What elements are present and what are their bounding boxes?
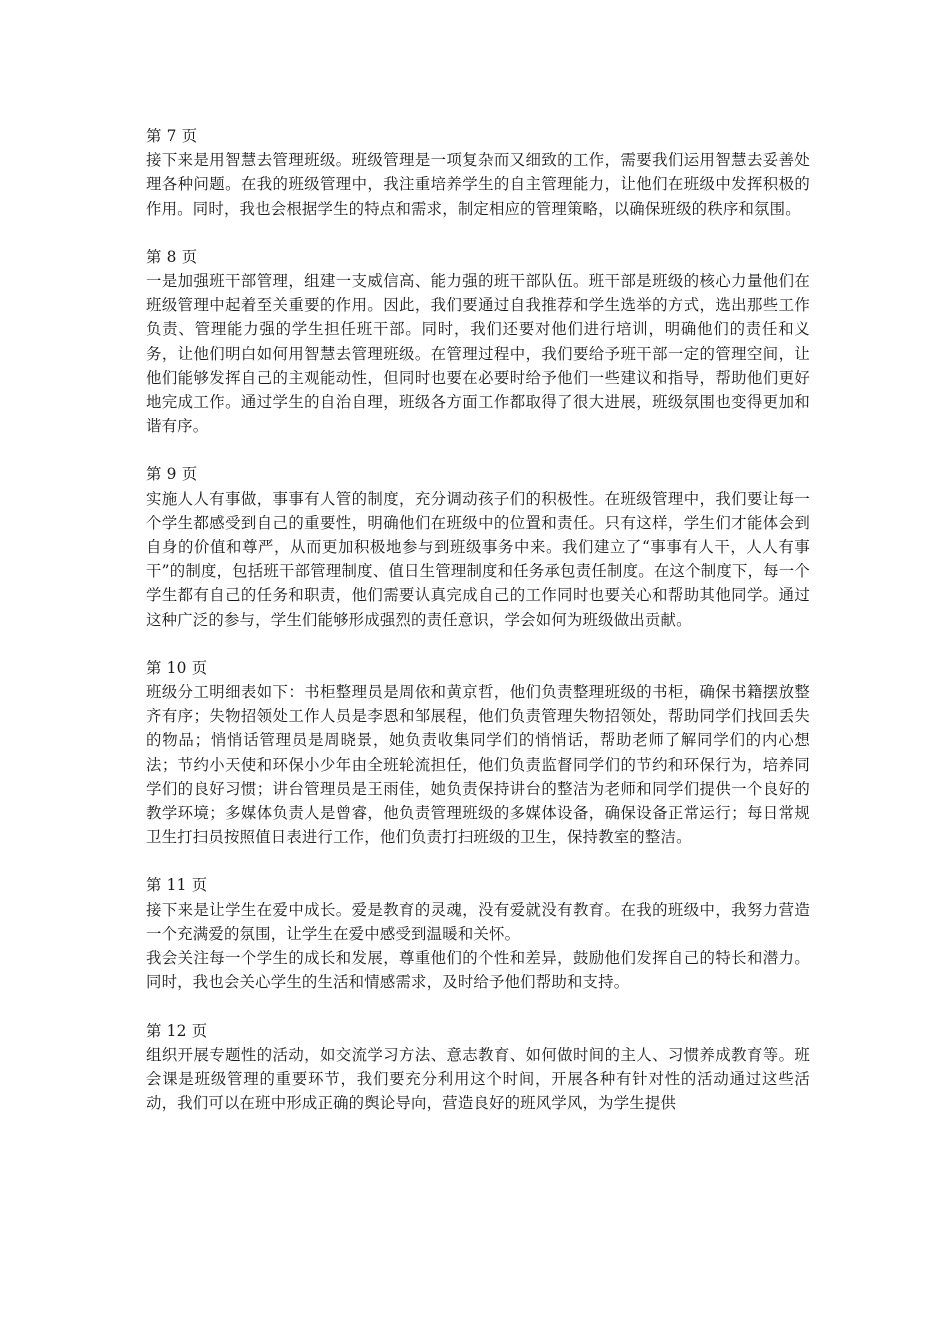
section-paragraph: 接下来是让学生在爱中成长。爱是教育的灵魂，没有爱就没有教育。在我的班级中，我努力营造一个充满爱的氛围，让学生在爱中感受到温暖和关怀。 (146, 900, 810, 943)
section-paragraph: 组织开展专题性的活动，如交流学习方法、意志教育、如何做时间的主人、习惯养成教育等。班会课是班级管理的重要环节，我们要充分利用这个时间，开展各种有针对性的活动通过这些活动，我们可以在班中形成正确的舆论导向，营造良好的班风学风，为学生提供 (146, 1045, 810, 1113)
section-page-10 (146, 656, 810, 850)
section-paragraph: 班级分工明细表如下：书柜整理员是周依和黄京哲，他们负责整理班级的书柜，确保书籍摆放整齐有序；失物招领处工作人员是李恩和邹展程，他们负责管理失物招领处，帮助同学们找回丢失的物品；悄悄话管理员是周晓景，她负责收集同学们的悄悄话，帮助老师了解同学们的内心想法；节约小天使和环保小少年由全班轮流担任，他们负责监督同学们的节约和环保行为，培养同学们的良好习惯；讲台管理员是王雨佳，她负责保持讲台的整洁为老师和同学们提供一个良好的教学环境；多媒体负责人是曾睿，他负责管理班级的多媒体设备，确保设备正常运行；每日常规卫生打扫员按照值日表进行工作，他们负责打扫班级的卫生，保持教室的整洁。 (146, 683, 810, 847)
section-page-9 (146, 462, 810, 631)
section-heading: 第 9 页 (146, 465, 198, 484)
section-page-7 (146, 124, 810, 221)
section-paragraph: 我会关注每一个学生的成长和发展，尊重他们的个性和差异，鼓励他们发挥自己的特长和潜力。同时，我也会关心学生的生活和情感需求，及时给予他们帮助和支持。 (146, 949, 810, 992)
section-paragraph: 接下来是用智慧去管理班级。班级管理是一项复杂而又细致的工作，需要我们运用智慧去妥善处理各种问题。在我的班级管理中，我注重培养学生的自主管理能力，让他们在班级中发挥积极的作用。同时，我也会根据学生的特点和需求，制定相应的管理策略，以确保班级的秩序和氛围。 (146, 151, 810, 218)
section-paragraph: 一是加强班干部管理，组建一支威信高、能力强的班干部队伍。班干部是班级的核心力量他们在班级管理中起着至关重要的作用。因此，我们要通过自我推荐和学生选举的方式，选出那些工作负责、管理能力强的学生担任班干部。同时，我们还要对他们进行培训，明确他们的责任和义务，让他们明白如何用智慧去管理班级。在管理过程中，我们要给予班干部一定的管理空间，让他们能够发挥自己的主观能动性，但同时也要在必要时给予他们一些建议和指导，帮助他们更好地完成工作。通过学生的自治自理，班级各方面工作都取得了很大进展，班级氛围也变得更加和谐有序。 (146, 272, 810, 436)
section-paragraph: 实施人人有事做，事事有人管的制度，充分调动孩子们的积极性。在班级管理中，我们要让每一个学生都感受到自己的重要性，明确他们在班级中的位置和责任。只有这样，学生们才能体会到自身的价值和尊严，从而更加积极地参与到班级事务中来。我们建立了“事事有人干，人人有事干”的制度，包括班干部管理制度、值日生管理制度和任务承包责任制度。在这个制度下，每一个学生都有自己的任务和职责，他们需要认真完成自己的工作同时也要关心和帮助其他同学。通过这种广泛的参与，学生们能够形成强烈的责任意识，学会如何为班级做出贡献。 (146, 489, 810, 629)
section-heading: 第 12 页 (146, 1021, 208, 1040)
section-page-12 (146, 1019, 810, 1116)
section-page-8 (146, 245, 810, 439)
document-page (146, 124, 810, 1139)
section-heading: 第 10 页 (146, 658, 208, 677)
section-page-11 (146, 873, 810, 994)
section-heading: 第 7 页 (146, 127, 198, 145)
section-heading: 第 8 页 (146, 247, 198, 266)
section-heading: 第 11 页 (146, 876, 208, 895)
